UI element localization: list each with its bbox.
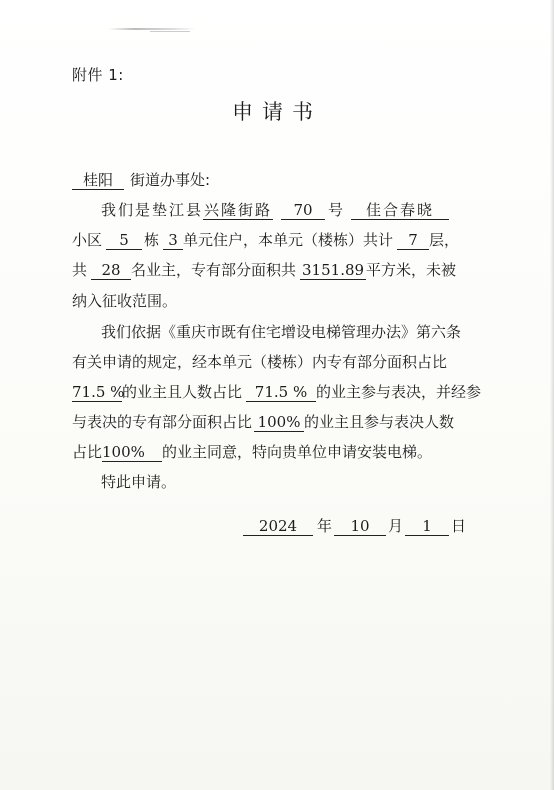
para2-line4-start: 与表决的专有部分面积占比: [72, 413, 253, 431]
total-area: 3151.89: [302, 261, 365, 279]
unit-text: 单元住户，本单元（楼栋）共计: [183, 231, 394, 249]
para1-line2: [72, 230, 459, 250]
street-number: 70: [281, 201, 325, 220]
attachment-label: 附件 1:: [72, 66, 124, 84]
para1-line3: [72, 260, 456, 280]
para2-line4: [72, 412, 454, 432]
para1-intro: 我们是垫江县: [101, 201, 204, 219]
hao-text: 号: [328, 201, 346, 219]
scan-artifact: [150, 31, 190, 32]
closing-text: 特此申请。: [101, 473, 177, 491]
para2-line3: [72, 382, 481, 402]
para2-line5-start: 占比: [72, 443, 103, 461]
date-year: 2024: [243, 517, 313, 536]
owner-count: 28: [91, 261, 131, 280]
date-nian: 年: [317, 517, 333, 535]
floor-count: 7: [397, 231, 429, 250]
xiaoqu-text: 小区: [72, 231, 103, 249]
owners-text: 名业主，专有部分面积共: [131, 261, 297, 279]
dong-text: 栋: [144, 231, 160, 249]
community-name: 佳合春晓: [351, 201, 449, 220]
street-name: 兴隆街路: [204, 201, 273, 219]
area-ratio: 71.5 %: [72, 383, 125, 401]
addressee-line: [72, 170, 210, 190]
gong-text: 共: [72, 261, 88, 279]
consent-ratio: 100%: [102, 443, 162, 462]
building-number: 5: [106, 231, 142, 250]
unit-number: 3: [163, 231, 183, 250]
people-ratio: 71.5 %: [246, 383, 316, 402]
para2-line3-end: 的业主参与表决，并经参: [316, 383, 482, 401]
area-text: 平方米，未被: [366, 261, 457, 279]
date-ri: 日: [451, 517, 467, 535]
scan-artifact: [108, 28, 196, 30]
para2-line1: 我们依据《重庆市既有住宅增设电梯管理办法》第六条: [101, 323, 462, 341]
date-yue: 月: [388, 517, 404, 535]
ceng-text: 层，: [429, 231, 460, 249]
para1-line4: 纳入征收范围。: [72, 292, 178, 310]
para2-line5: [72, 442, 432, 462]
date-month: 10: [334, 517, 386, 536]
date-day: 1: [405, 517, 449, 536]
para2-line3-mid: 的业主且人数占比: [122, 383, 243, 401]
addressee-suffix: 街道办事处:: [130, 171, 211, 189]
para2-line4-end: 的业主且参与表决人数: [304, 413, 455, 431]
para2-line5-end: 的业主同意，特向贵单位申请安装电梯。: [162, 443, 433, 461]
para2-line2: 有关申请的规定，经本单元（楼栋）内专有部分面积占比: [72, 353, 448, 371]
date-line: [243, 516, 466, 536]
subdistrict-name: 桂阳: [72, 171, 124, 190]
page-title: 申请书: [232, 100, 322, 124]
voting-area-ratio: 100%: [254, 413, 304, 432]
para1-line1: [101, 200, 449, 220]
